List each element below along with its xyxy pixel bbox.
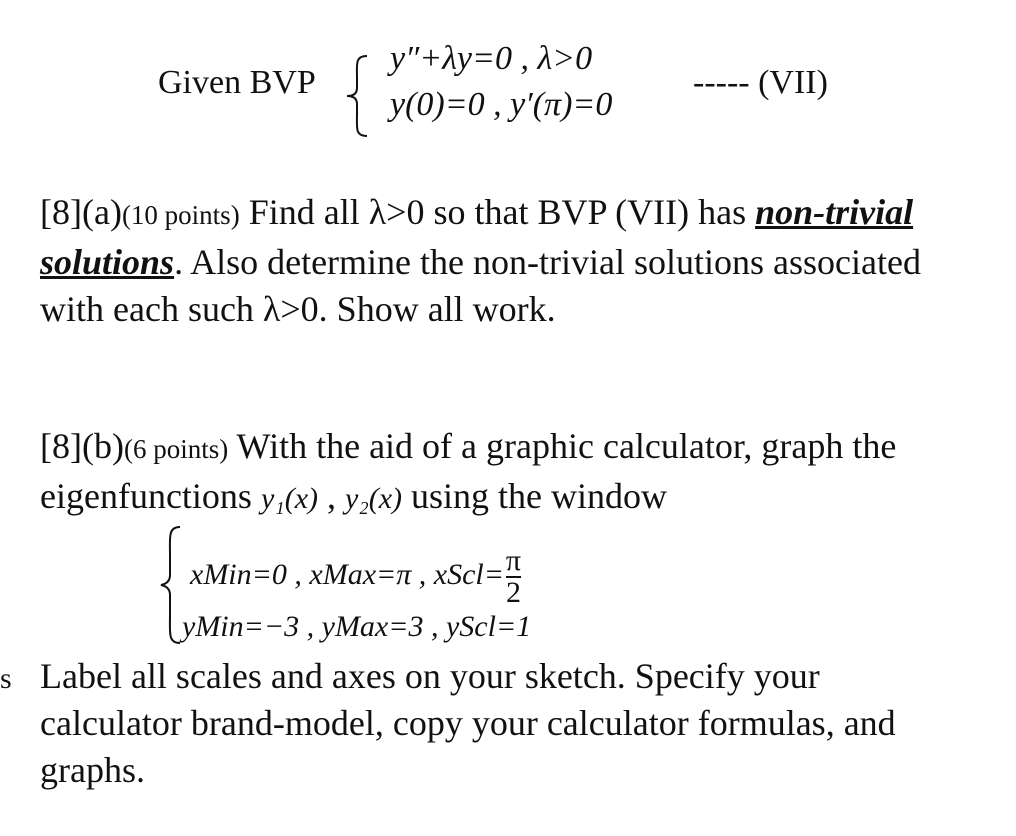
bvp-equation-line-2: y(0)=0 , y′(π)=0 (390, 86, 613, 123)
part-a-emphasis: non-trivial solutions (40, 192, 914, 282)
eigenfunction-y2: y₂(x) (345, 482, 403, 515)
part-b-instructions: Label all scales and axes on your sketch. Specify your calculator brand-model, copy your calculator formulas, and graphs. (40, 656, 896, 790)
part-b-question (40, 423, 960, 522)
bvp-equation-line-1: y″+λy=0 , λ>0 (390, 40, 593, 77)
fraction-numerator: π (505, 544, 522, 577)
left-brace-icon (343, 54, 373, 138)
part-b-text-2: using the window (402, 476, 668, 516)
given-bvp-label: Given BVP (158, 64, 316, 101)
window-x-settings (190, 546, 523, 608)
part-a-points: (10 points) (121, 200, 240, 230)
window-y-settings: yMin=−3 , yMax=3 , yScl=1 (182, 610, 532, 643)
fraction-denominator: 2 (506, 576, 521, 609)
margin-mark: s (0, 662, 12, 695)
part-b-label: [8](b) (40, 426, 124, 466)
part-a-label: [8](a) (40, 192, 122, 232)
eigenfunction-y1: y₁(x) (260, 482, 318, 515)
xscl-fraction (504, 546, 523, 608)
part-a-text-2: . Also determine the non-trivial solutions associated with each such λ>0. Show all work. (40, 242, 921, 329)
part-a-text-1: Find all λ>0 so that BVP (VII) has (239, 192, 756, 232)
equation-tag: ----- (VII) (693, 64, 828, 101)
part-a-question (40, 189, 960, 333)
part-b-text-1: With the aid of a graphic calculator, graph the eigenfunctions (40, 426, 897, 516)
eigenfunction-separator: , (318, 476, 345, 516)
part-b-points: (6 points) (123, 434, 229, 464)
window-x-text: xMin=0 , xMax=π , xScl= (190, 557, 504, 591)
